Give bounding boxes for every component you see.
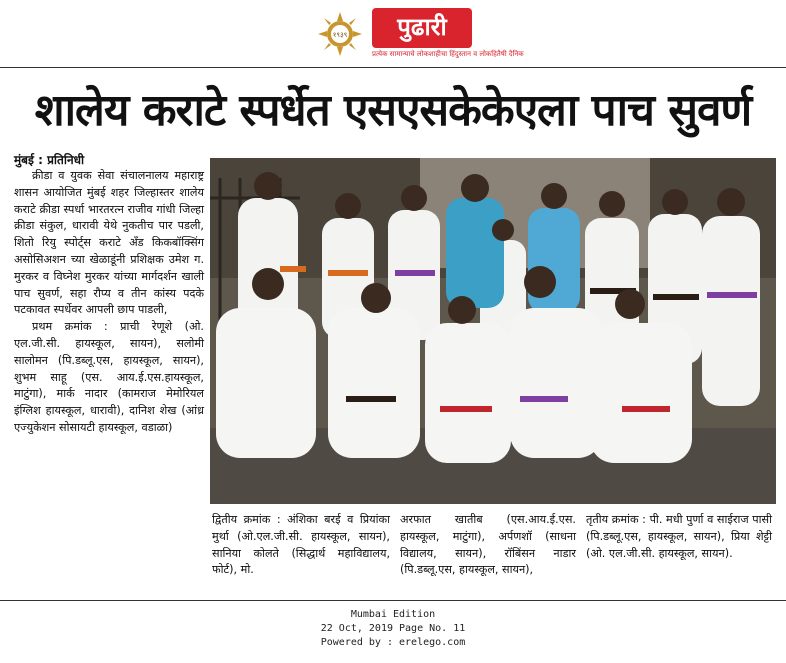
logo-text: पुढारी (372, 8, 472, 48)
team-photo (210, 158, 776, 504)
logo-tagline: प्रत्‍येक सामान्‍याचे लोकशाहीचा हिंदुस्तान व लोकहितैषी दैनिक (372, 50, 524, 58)
emblem-year: १९३९ (332, 31, 348, 39)
byline: मुंबई : प्रतिनिधी (14, 153, 85, 167)
footer-rule (0, 600, 786, 601)
article-paragraph: प्रथम क्रमांक : प्राची रेणूशे (ओ. एल.जी.सी. हायस्कूल, सायन), सलोमी सालोमन (पि.डब्लू.एस, हायस्कूल, सायन), शुभम साहू (एस. आय.ई.एस.हायस्कूल, माटुंगा), मार्क नादार (कामराज मेमोरियल इंग्लिश हायस्कूल, धारावी), दानिश शेख (आंध्र एज्युकेशन सोसायटी हायस्कूल, वडाळा) (14, 320, 204, 434)
headline: शालेय कराटे स्पर्धेत एसएसकेकेएला पाच सुवर्ण (34, 85, 752, 136)
newspaper-logo (372, 8, 524, 60)
masthead (0, 0, 786, 68)
article-column-left (14, 168, 204, 437)
photo-illustration (210, 158, 776, 504)
edition-date-page: 22 Oct, 2019 Page No. 11 (320, 623, 466, 634)
edition-footer (0, 602, 786, 663)
masthead-rule (0, 67, 786, 68)
powered-by: Powered by : erelego.com (320, 637, 466, 648)
article-paragraph: क्रीडा व युवक सेवा संचालनालय महाराष्ट्र शासन आयोजित मुंबई शहर जिल्हास्तर शालेय कराटे क्रीडा स्पर्धा भारतरत्न राजीव गांधी जिल्हा क्रीडा संकुल, धारावी येथे नुकतीच पार पडली, शितो रियु स्पोर्ट्स कराटे अँड किकबॉक्सिंग असोसिअशन च्या खेळाडूंनी प्रशिक्षक उमेश ग. मुरकर व विघ्नेश मुरकर यांच्या मार्गदर्शन खाली पाच सुवर्ण, सहा रौप्य व तीन कांस्य पदके पटकावत स्पर्धेवर आपली छाप पाडली, (14, 169, 204, 317)
sun-emblem-icon (318, 12, 362, 56)
article-column-2: द्वितीय क्रमांक : अंशिका बरई व प्रियांका मुर्था (ओ.एल.जी.सी. हायस्कूल, सायन), सानिया कोलते (सिद्धार्थ महाविद्यालय, फोर्ट), मो. (212, 513, 390, 577)
edition-name: Mumbai Edition (350, 609, 436, 620)
article-column-4: तृतीय क्रमांक : पी. मधी पुर्णा व साईराज पासी (पि.डब्लू.एस, हायस्कूल, सायन), प्रिया शेट्टी (ओ. एल.जी.सी. हायस्कूल, सायन). (586, 513, 772, 560)
article-column-3: अरफात खातीब (एस.आय.ई.एस. हायस्कूल, माटुंगा), अर्पणशॉ (साधना विद्यालय, सायन), रॉबिंसन नाडार (पि.डब्लू.एस, हायस्कूल, सायन), (400, 513, 576, 577)
